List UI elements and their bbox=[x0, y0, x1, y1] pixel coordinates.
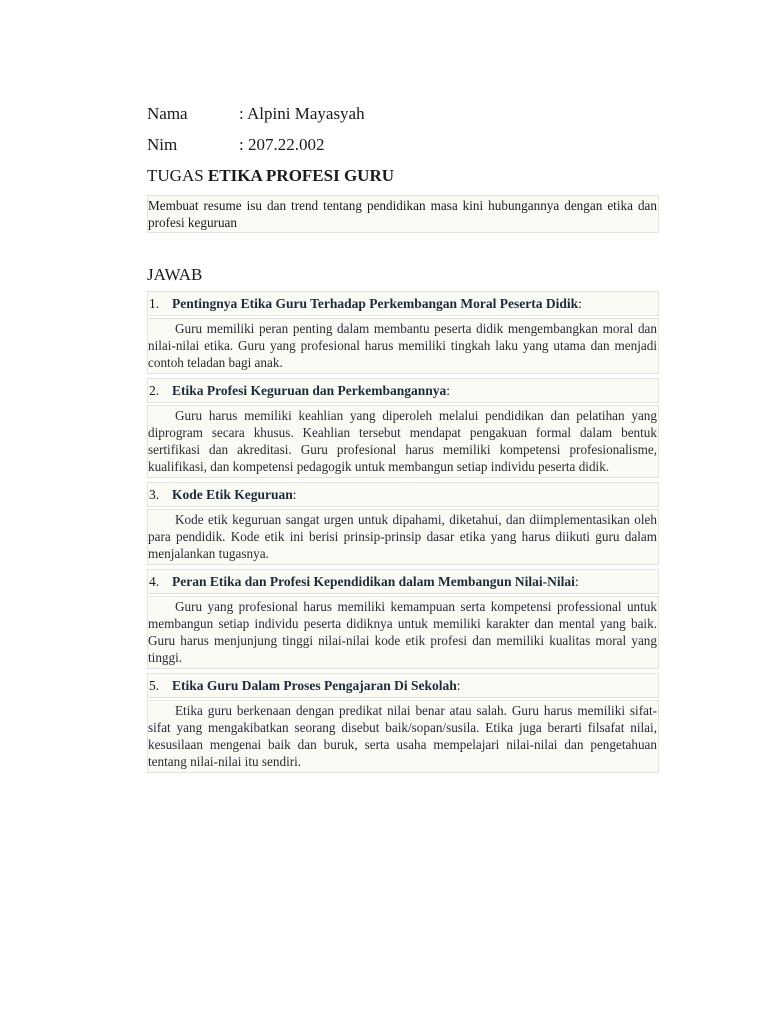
answer-section bbox=[147, 482, 659, 565]
answer-section bbox=[147, 569, 659, 669]
section-title: Etika Guru Dalam Proses Pengajaran Di Sekolah bbox=[172, 678, 457, 693]
answer-sections bbox=[147, 291, 659, 773]
section-title: Peran Etika dan Profesi Kependidikan dalam Membangun Nilai-Nilai bbox=[172, 574, 575, 589]
section-heading bbox=[147, 569, 659, 594]
section-colon: : bbox=[292, 487, 297, 502]
name-row bbox=[147, 100, 659, 131]
document-page bbox=[147, 100, 659, 773]
answer-section bbox=[147, 673, 659, 773]
section-title: Pentingnya Etika Guru Terhadap Perkembangan Moral Peserta Didik bbox=[172, 296, 579, 311]
section-heading bbox=[147, 378, 659, 403]
section-colon: : bbox=[578, 296, 582, 311]
name-label: Nama bbox=[147, 104, 188, 123]
nim-value: : 207.22.002 bbox=[239, 135, 325, 154]
section-colon: : bbox=[456, 678, 461, 693]
section-heading bbox=[147, 291, 659, 316]
answer-section bbox=[147, 291, 659, 374]
section-body: Guru memiliki peran penting dalam membantu peserta didik mengembangkan moral dan nilai-nilai etika. Guru yang profesional harus memiliki tingkah laku yang utama dan menjadi contoh teladan bagi anak. bbox=[147, 318, 659, 374]
section-body: Guru harus memiliki keahlian yang diperoleh melalui pendidikan dan pelatihan yang diprogram secara khusus. Keahlian tersebut mendapat pengakuan formal dalam bentuk sertifikasi dan akreditasi. Guru profesional harus memiliki kompetensi profesionalisme, kualifikasi, dan kompetensi pedagogik untuk membangun setiap individu peserta didik. bbox=[147, 405, 659, 478]
assignment-title bbox=[147, 164, 659, 192]
section-number: 5. bbox=[149, 678, 160, 693]
title-prefix: TUGAS bbox=[147, 166, 204, 185]
section-number: 3. bbox=[149, 487, 160, 502]
section-colon: : bbox=[446, 383, 451, 398]
section-body: Guru yang profesional harus memiliki kemampuan serta kompetensi professional untuk membangun setiap individu peserta didiknya untuk memiliki karakter dan mental yang baik. Guru harus menjunjung tinggi nilai-nilai kode etik profesi dan memiliki kualitas moral yang tinggi. bbox=[147, 596, 659, 669]
section-title: Kode Etik Keguruan bbox=[172, 487, 293, 502]
section-number: 2. bbox=[149, 383, 160, 398]
jawab-heading: JAWAB bbox=[147, 265, 203, 284]
nim-row bbox=[147, 131, 659, 162]
name-value: : Alpini Mayasyah bbox=[239, 104, 365, 123]
section-colon: : bbox=[574, 574, 579, 589]
section-body: Kode etik keguruan sangat urgen untuk dipahami, diketahui, dan diimplementasikan oleh para pendidik. Kode etik ini berisi prinsip-prinsip dasar etika yang harus diikuti guru dalam menjalankan tugasnya. bbox=[147, 509, 659, 565]
section-body: Etika guru berkenaan dengan predikat nilai benar atau salah. Guru harus memiliki sifat-sifat yang mengakibatkan seorang disebut baik/sopan/susila. Etika juga berarti filsafat nilai, kesusilaan mengenai baik dan buruk, serta usaha mempelajari nilai-nilai dan pengetahuan tentang nilai-nilai itu sendiri. bbox=[147, 700, 659, 773]
section-title: Etika Profesi Keguruan dan Perkembangannya bbox=[172, 383, 447, 398]
section-heading bbox=[147, 673, 659, 698]
task-description: Membuat resume isu dan trend tentang pendidikan masa kini hubungannya dengan etika dan profesi keguruan bbox=[147, 195, 659, 233]
section-number: 1. bbox=[149, 296, 160, 311]
title-subject: ETIKA PROFESI GURU bbox=[207, 166, 395, 185]
section-number: 4. bbox=[149, 574, 160, 589]
section-heading bbox=[147, 482, 659, 507]
nim-label: Nim bbox=[147, 135, 178, 154]
answer-section bbox=[147, 378, 659, 478]
